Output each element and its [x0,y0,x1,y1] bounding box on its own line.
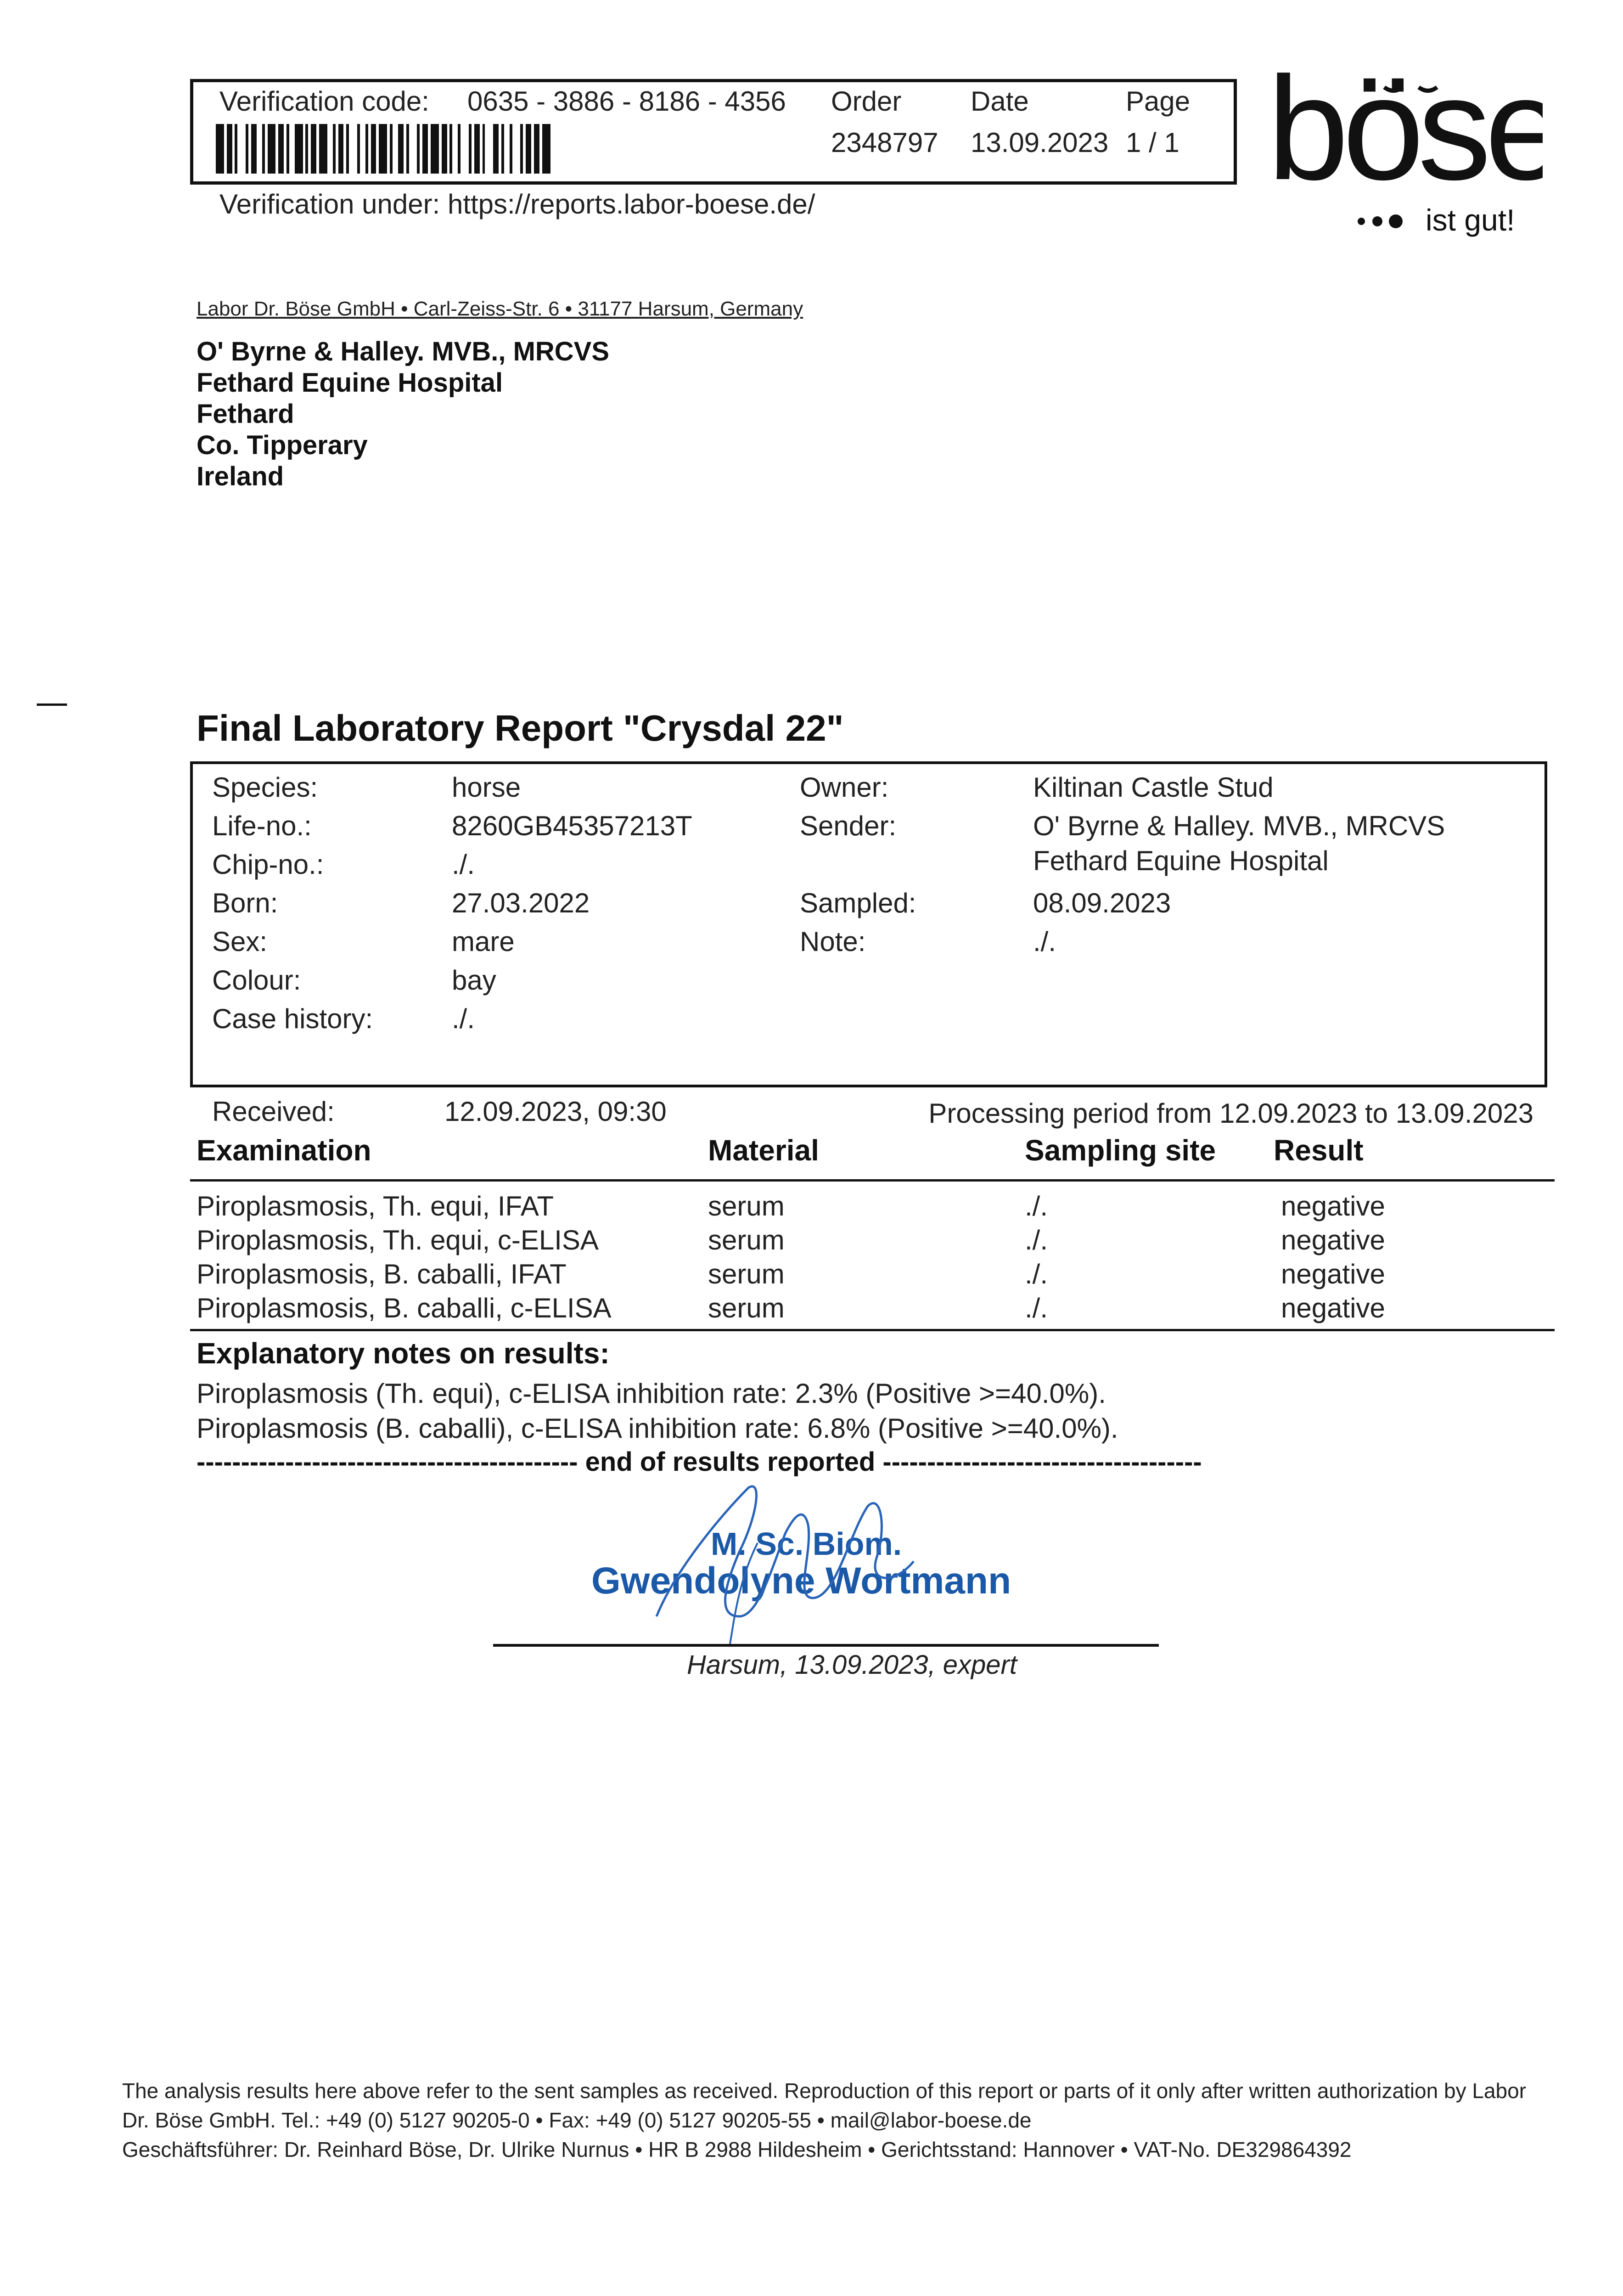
footer-line: The analysis results here above refer to the sent samples as received. Reproduction of this report or parts of it only after written authorization by Labor [122,2079,1527,2103]
species-value: horse [452,772,521,803]
recipient-line: Fethard Equine Hospital [197,368,503,398]
logo-dot-icon [1372,216,1382,226]
table-bottom-rule [190,1329,1555,1331]
date-value: 13.09.2023 [971,127,1109,158]
logo-tagline: ist gut! [1426,203,1515,237]
chip-no-label: Chip-no.: [212,849,324,880]
colour-label: Colour: [212,965,301,996]
result-cell: negative [1281,1259,1385,1289]
sampled-label: Sampled: [800,888,916,918]
result-cell: negative [1281,1293,1385,1323]
logo-wordmark: böse [1267,69,1543,210]
case-history-label: Case history: [212,1003,373,1034]
material-cell: serum [708,1191,785,1221]
owner-label: Owner: [800,772,889,803]
chip-no-value: ./. [452,849,475,880]
sex-label: Sex: [212,926,268,957]
fold-mark [37,703,67,706]
sender-value-2: Fethard Equine Hospital [1033,845,1329,876]
sender-label: Sender: [800,810,897,841]
examination-cell: Piroplasmosis, B. caballi, IFAT [197,1259,567,1289]
result-cell: negative [1281,1225,1385,1255]
order-value: 2348797 [831,127,938,158]
examination-cell: Piroplasmosis, B. caballi, c-ELISA [197,1293,612,1323]
barcode [216,124,553,174]
result-cell: negative [1281,1191,1385,1221]
verification-code-label: Verification code: [219,86,429,117]
note-value: ./. [1033,926,1056,957]
page-label: Page [1126,86,1191,117]
sender-address-line: Labor Dr. Böse GmbH • Carl-Zeiss-Str. 6 • 31177 Harsum, Germany [197,298,803,320]
logo-graphic [1267,69,1543,243]
order-label: Order [831,86,902,117]
examination-cell: Piroplasmosis, Th. equi, c-ELISA [197,1225,599,1255]
logo-dot-icon [1389,214,1403,228]
species-label: Species: [212,772,318,803]
end-of-results-line: ------------------------------------------- end of results reported ------------------------------------ [197,1447,1202,1477]
processing-period: Processing period from 12.09.2023 to 13.09.2023 [928,1098,1533,1129]
material-cell: serum [708,1293,785,1323]
born-value: 27.03.2022 [452,888,590,918]
report-title: Final Laboratory Report "Crysdal 22" [197,708,844,748]
verification-url: Verification under: https://reports.labor-boese.de/ [219,189,815,219]
sender-value-1: O' Byrne & Halley. MVB., MRCVS [1033,810,1445,841]
life-no-value: 8260GB45357213T [452,810,692,841]
recipient-line: Co. Tipperary [197,430,368,460]
material-cell: serum [708,1259,785,1289]
colour-value: bay [452,965,496,996]
recipient-line: O' Byrne & Halley. MVB., MRCVS [197,337,610,366]
footer-line: Dr. Böse GmbH. Tel.: +49 (0) 5127 90205-0 • Fax: +49 (0) 5127 90205-55 • mail@labor-boese.de [122,2108,1032,2132]
life-no-label: Life-no.: [212,810,312,841]
examination-cell: Piroplasmosis, Th. equi, IFAT [197,1191,554,1221]
notes-line: Piroplasmosis (B. caballi), c-ELISA inhibition rate: 6.8% (Positive >=40.0%). [197,1413,1118,1444]
recipient-line: Fethard [197,399,294,429]
born-label: Born: [212,888,278,918]
verification-code-value: 0635 - 3886 - 8186 - 4356 [467,86,786,117]
column-header-examination: Examination [197,1134,371,1167]
received-label: Received: [212,1096,335,1127]
handwritten-signature-icon [620,1479,987,1644]
received-value: 12.09.2023, 09:30 [444,1096,667,1127]
logo [1267,69,1543,243]
logo-dot-icon [1358,218,1365,225]
page-value: 1 / 1 [1126,127,1179,158]
sampled-value: 08.09.2023 [1033,888,1171,918]
sampling-site-cell: ./. [1025,1191,1048,1221]
sampling-site-cell: ./. [1025,1225,1048,1255]
signature-rule [493,1644,1159,1647]
note-label: Note: [800,926,866,957]
notes-line: Piroplasmosis (Th. equi), c-ELISA inhibition rate: 2.3% (Positive >=40.0%). [197,1378,1106,1409]
owner-value: Kiltinan Castle Stud [1033,772,1274,803]
signature-title: M. Sc. Biom. [711,1526,902,1562]
sampling-site-cell: ./. [1025,1293,1048,1323]
case-history-value: ./. [452,1003,475,1034]
footer-line: Geschäftsführer: Dr. Reinhard Böse, Dr. Ulrike Nurnus • HR B 2988 Hildesheim • Gerichtsstand: Hannover • VAT-No. DE329864392 [122,2138,1352,2161]
recipient-line: Ireland [197,461,284,491]
material-cell: serum [708,1225,785,1255]
signature-name: Gwendolyne Wortmann [591,1560,1011,1602]
column-header-sampling-site: Sampling site [1025,1134,1216,1167]
sex-value: mare [452,926,515,957]
sampling-site-cell: ./. [1025,1259,1048,1289]
table-header-rule [190,1179,1555,1182]
signature-caption: Harsum, 13.09.2023, expert [687,1650,1017,1680]
date-label: Date [971,86,1029,117]
column-header-material: Material [708,1134,819,1167]
notes-heading: Explanatory notes on results: [197,1337,610,1370]
column-header-result: Result [1274,1134,1364,1167]
